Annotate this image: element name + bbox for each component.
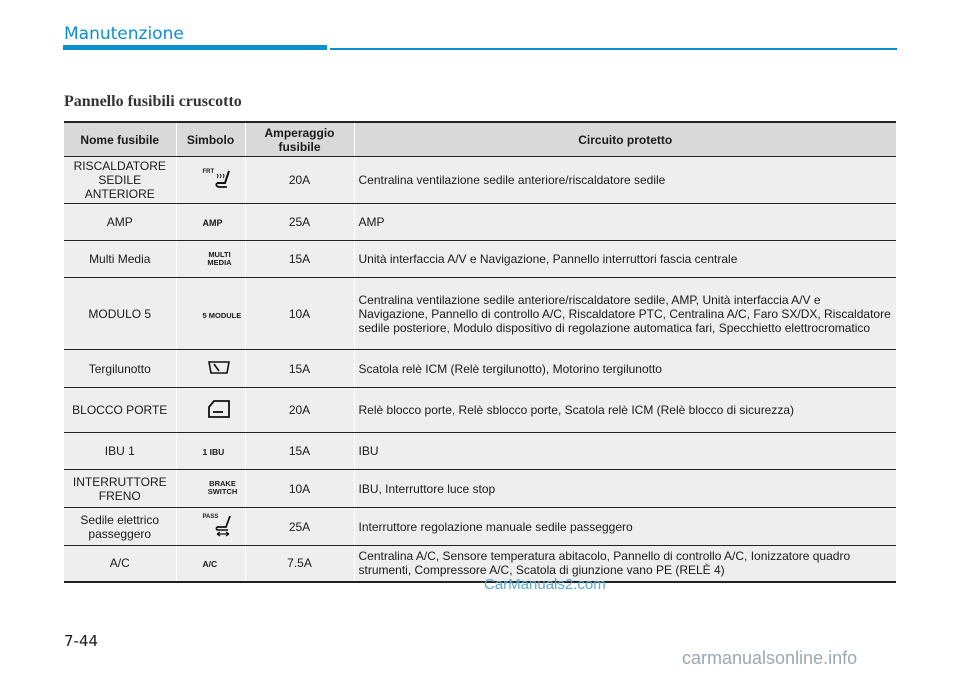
watermark-carmanuals2[interactable]: CarManuals2.com (484, 576, 606, 593)
header-rule-thin (330, 48, 897, 50)
fuse-amperage: 7.5A (245, 546, 354, 582)
table-row (64, 278, 896, 350)
fuse-amperage: 10A (245, 278, 354, 350)
table-row (64, 241, 896, 278)
table-row (64, 508, 896, 546)
fuse-name: IBU 1 (64, 433, 176, 470)
fuse-name: Tergilunotto (64, 350, 176, 388)
fuse-amperage: 15A (245, 433, 354, 470)
table-row (64, 157, 896, 204)
fuse-name: Sedile elettrico passeggero (64, 508, 176, 546)
fuse-symbol: 5 MODULE (176, 278, 245, 350)
fuse-amperage: 10A (245, 470, 354, 508)
fuse-symbol (176, 157, 245, 204)
fuse-symbol: A/C (176, 546, 245, 582)
fuse-name: INTERRUTTORE FRENO (64, 470, 176, 508)
fuse-name: BLOCCO PORTE (64, 388, 176, 433)
door-lock-icon (203, 399, 232, 422)
page-heading: Pannello fusibili cruscotto (64, 93, 242, 110)
fuse-amperage: 20A (245, 157, 354, 204)
fuse-symbol: BRAKE SWITCH (176, 470, 245, 508)
fuse-symbol: AMP (176, 204, 245, 241)
front-seat-heater-icon: FRT (203, 168, 237, 190)
fuse-name: MODULO 5 (64, 278, 176, 350)
column-header-symbol: Simbolo (176, 122, 245, 157)
table-row (64, 388, 896, 433)
fuse-circuit: Interruttore regolazione manuale sedile passeggero (354, 508, 896, 546)
fuse-symbol (176, 350, 245, 388)
fuse-circuit: Centralina ventilazione sedile anteriore/riscaldatore sedile (354, 157, 896, 204)
column-header-circuit: Circuito protetto (354, 122, 896, 157)
fuse-amperage: 20A (245, 388, 354, 433)
section-title: Manutenzione (64, 24, 184, 44)
table-header-row (64, 122, 896, 157)
fuse-symbol: MULTI MEDIA (176, 241, 245, 278)
fuse-circuit: Unità interfaccia A/V e Navigazione, Pannello interruttori fascia centrale (354, 241, 896, 278)
table-row (64, 350, 896, 388)
header-rule-thick (63, 45, 327, 50)
column-header-amperage: Amperaggio fusibile (245, 122, 354, 157)
fuse-amperage: 15A (245, 241, 354, 278)
fuse-circuit: IBU (354, 433, 896, 470)
watermark-carmanualsonline[interactable]: carmanualsonline.info (682, 648, 858, 668)
table-row (64, 433, 896, 470)
fuse-circuit: Centralina A/C, Sensore temperatura abitacolo, Pannello di controllo A/C, Ionizzatore quadro strumenti, Compressore A/C, Scatola di giunzione vano PE (RELÈ 4) (354, 546, 896, 582)
fuse-circuit: AMP (354, 204, 896, 241)
table-row (64, 204, 896, 241)
fuse-symbol (176, 508, 245, 546)
fuse-name: Multi Media (64, 241, 176, 278)
table-row (64, 546, 896, 582)
rear-wiper-icon (203, 358, 232, 379)
fuse-amperage: 25A (245, 204, 354, 241)
fuse-symbol: 1 IBU (176, 433, 245, 470)
passenger-seat-icon: PASS (203, 513, 237, 537)
column-header-name: Nome fusibile (64, 122, 176, 157)
fuse-circuit: Centralina ventilazione sedile anteriore/riscaldatore sedile, AMP, Unità interfaccia A/V e Navigazione, Pannello di controllo A/C, Riscaldatore PTC, Centralina A/C, Faro SX/DX, Riscaldatore sedile posteriore, Modulo dispositivo di regolazione automatica fari, Specchietto elettrocromatico (354, 278, 896, 350)
fuse-circuit: IBU, Interruttore luce stop (354, 470, 896, 508)
page-number: 7-44 (64, 632, 99, 650)
fuse-amperage: 15A (245, 350, 354, 388)
fuse-circuit: Relè blocco porte, Relè sblocco porte, Scatola relè ICM (Relè blocco di sicurezza) (354, 388, 896, 433)
fuse-name: A/C (64, 546, 176, 582)
fuse-circuit: Scatola relè ICM (Relè tergilunotto), Motorino tergilunotto (354, 350, 896, 388)
fuse-symbol (176, 388, 245, 433)
fuse-amperage: 25A (245, 508, 354, 546)
fuse-name: RISCALDATORE SEDILE ANTERIORE (64, 157, 176, 204)
fuse-table (64, 121, 896, 583)
fuse-name: AMP (64, 204, 176, 241)
table-row (64, 470, 896, 508)
